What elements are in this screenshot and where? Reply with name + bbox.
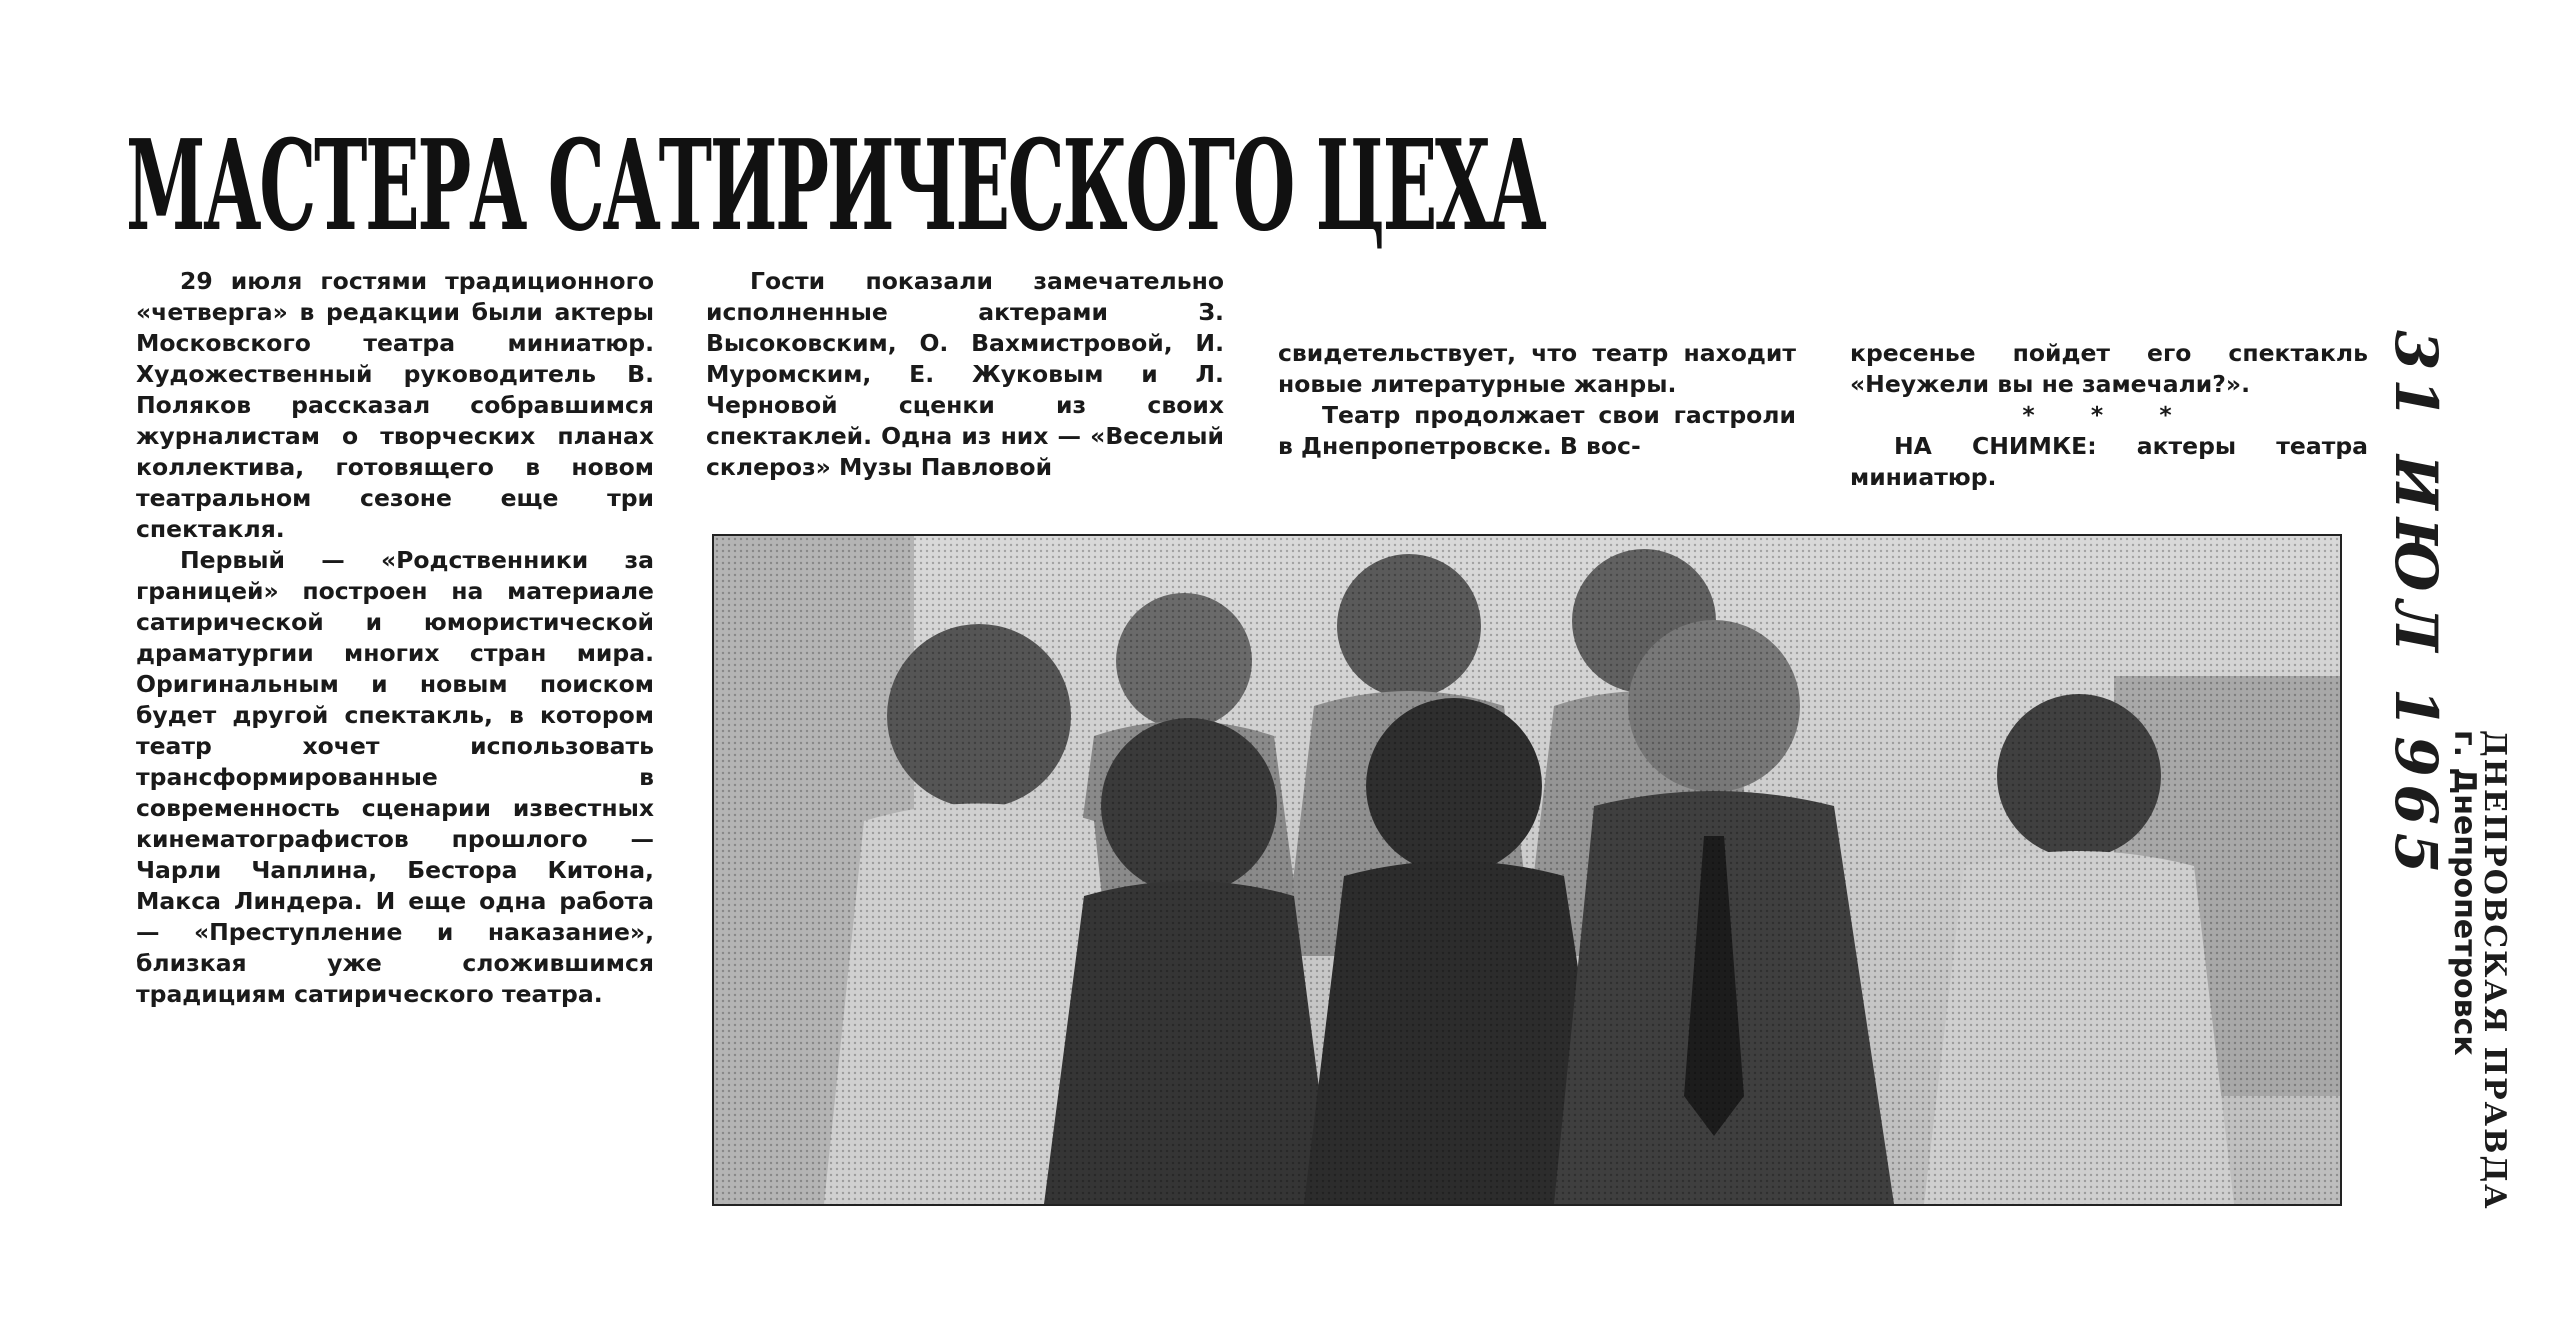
paragraph-3: Гости показали замечательно исполненные актерами З. Высоковским, О. Вахмистровой, И. Муромским, Е. Жуковым и Л. Черновой сценки из своих спектаклей. Одна из них — «Веселый склероз» Музы Павловой [706, 267, 1224, 481]
paragraph-5: Театр продолжает свои гастроли в Днепропетровске. В вос- [1278, 401, 1796, 460]
stamp-newspaper-name: ДНЕПРОВСКАЯ ПРАВДА [2477, 730, 2512, 1211]
paragraph-2: Первый — «Родственники за границей» построен на материале сатирической и юмористической драматургии многих стран мира. Оригинальным и новым поиском будет другой спектакль, в котором театр хочет использовать трансформированные в современность сценарии известных кинематографистов прошлого — Чарли Чаплина, Бестора Китона, Макса Линдера. И еще одна работа — «Преступление и наказание», близкая уже сложившимся традициям сатирического театра. [136, 546, 654, 1008]
article-column-2 [706, 266, 1224, 524]
article-column-4 [1850, 338, 2368, 524]
article-column-3 [1278, 338, 1796, 524]
paragraph-4: свидетельствует, что театр находит новые литературные жанры. [1278, 339, 1796, 398]
photo-caption: НА СНИМКЕ: актеры театра миниатюр. [1850, 432, 2368, 491]
archive-stamp [2372, 330, 2542, 1211]
stamp-date: 31 ИЮЛ 1965 [2382, 330, 2450, 882]
stamp-city: г. Днепропетровск [2447, 730, 2482, 1056]
paragraph-6: кресенье пойдет его спектакль «Неужели вы не замечали?». [1850, 339, 2368, 398]
halftone-overlay [714, 536, 2340, 1204]
group-photo [712, 534, 2342, 1206]
paragraph-1: 29 июля гостями традиционного «четверга» в редакции были актеры Московского театра миниатюр. Художественный руководитель В. Поляков рассказал собравшимся журналистам о творческих планах коллектива, готовящего в новом театральном сезоне еще три спектакля. [136, 267, 654, 543]
section-divider-stars: * * * [2022, 401, 2196, 429]
article-column-1 [136, 266, 654, 1214]
article-headline: МАСТЕРА САТИРИЧЕСКОГО ЦЕХА [126, 113, 1545, 259]
